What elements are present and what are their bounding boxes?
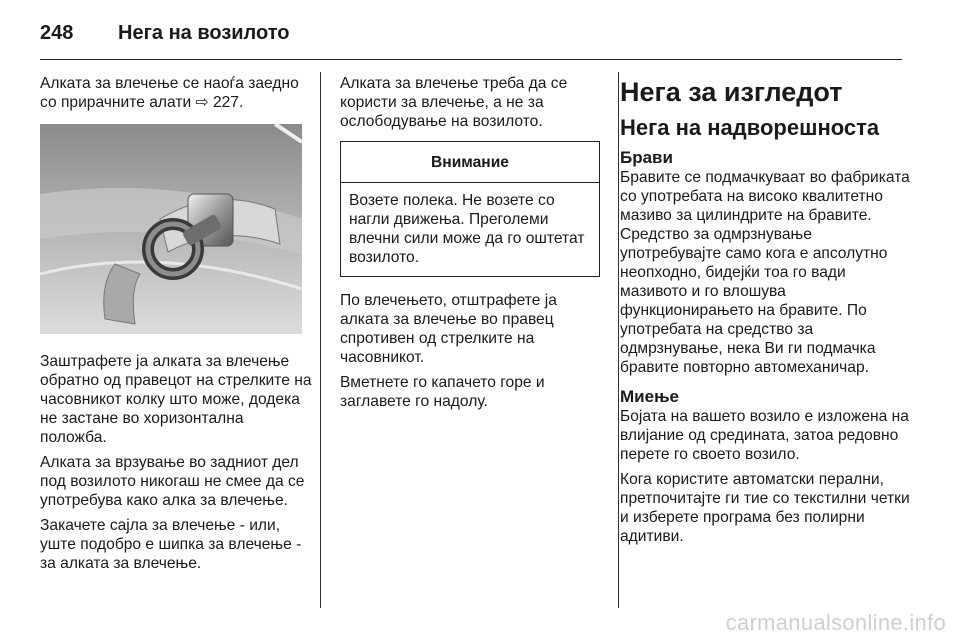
header-rule: [40, 59, 902, 60]
chapter-title: Нега на возилото: [118, 22, 290, 44]
paragraph: Кога користите автоматски перални, претпочитајте ги тие со текстилни четки и изберете програма без полирни адитиви.: [620, 471, 910, 545]
paragraph: Алката за влечење треба да се користи за влечење, а не за ослободување на возилото.: [340, 75, 568, 130]
paragraph: Заштрафете ја алката за влечење обратно од правецот на стрелките на часовникот колку што може, додека не застане во хоризонтална положба.: [40, 353, 312, 446]
column-divider-1: [320, 72, 321, 608]
section-heading: Нега за изгледот: [620, 77, 843, 107]
column-1: [40, 74, 312, 579]
column-2: [340, 74, 602, 417]
paragraph: Бравите се подмачкуваат во фабриката со употребата на високо квалитетно мазиво за цилиндрите на бравите. Средство за одмрзнување употребувајте само кога е апсолутно неопходно, бидејќи тоа го вади мазивото и го влошува функционирањето на бравите. По употребата на средство за одмрзнување, нека Ви ги подмачка бравите повторно автомеханичар.: [620, 169, 910, 376]
watermark: carmanualsonline.info: [725, 610, 946, 635]
subsection-heading: Нега на надворешноста: [620, 115, 880, 140]
warning-box: [340, 141, 600, 277]
topic-heading-locks: Брави: [620, 148, 673, 167]
paragraph: По влечењето, отштрафете ја алката за влечење во правец спротивен од стрелките на часовникот.: [340, 292, 557, 366]
page-number: 248: [40, 22, 74, 44]
paragraph: Закачете сајла за влечење - или, уште подобро е шипка за влечење - за алката за влечење.: [40, 517, 302, 572]
paragraph: Бојата на вашето возило е изложена на влијание од средината, затоа редовно перете го своето возило.: [620, 408, 909, 463]
column-divider-2: [618, 72, 619, 608]
page-ref-arrow-icon: ⇨: [195, 94, 209, 111]
paragraph: Алката за врзување во задниот дел под возилото никогаш не смее да се употребува како алка за влечење.: [40, 454, 305, 509]
towing-eye-illustration: [40, 124, 302, 334]
intro-ref-page: 227.: [212, 94, 244, 111]
intro-paragraph: [40, 74, 312, 112]
page-header: [40, 14, 920, 54]
topic-heading-washing: Миење: [620, 387, 679, 406]
column-3: [620, 76, 910, 552]
warning-body: Возете полека. Не возете со нагли движења. Преголеми влечни сили може да го оштетат возилото.: [349, 192, 585, 266]
intro-text: Алката за влечење се наоѓа заедно со прирачните алати: [40, 75, 299, 111]
paragraph: Вметнете го капачето горе и заглавете го надолу.: [340, 374, 545, 410]
warning-title: Внимание: [341, 142, 599, 183]
